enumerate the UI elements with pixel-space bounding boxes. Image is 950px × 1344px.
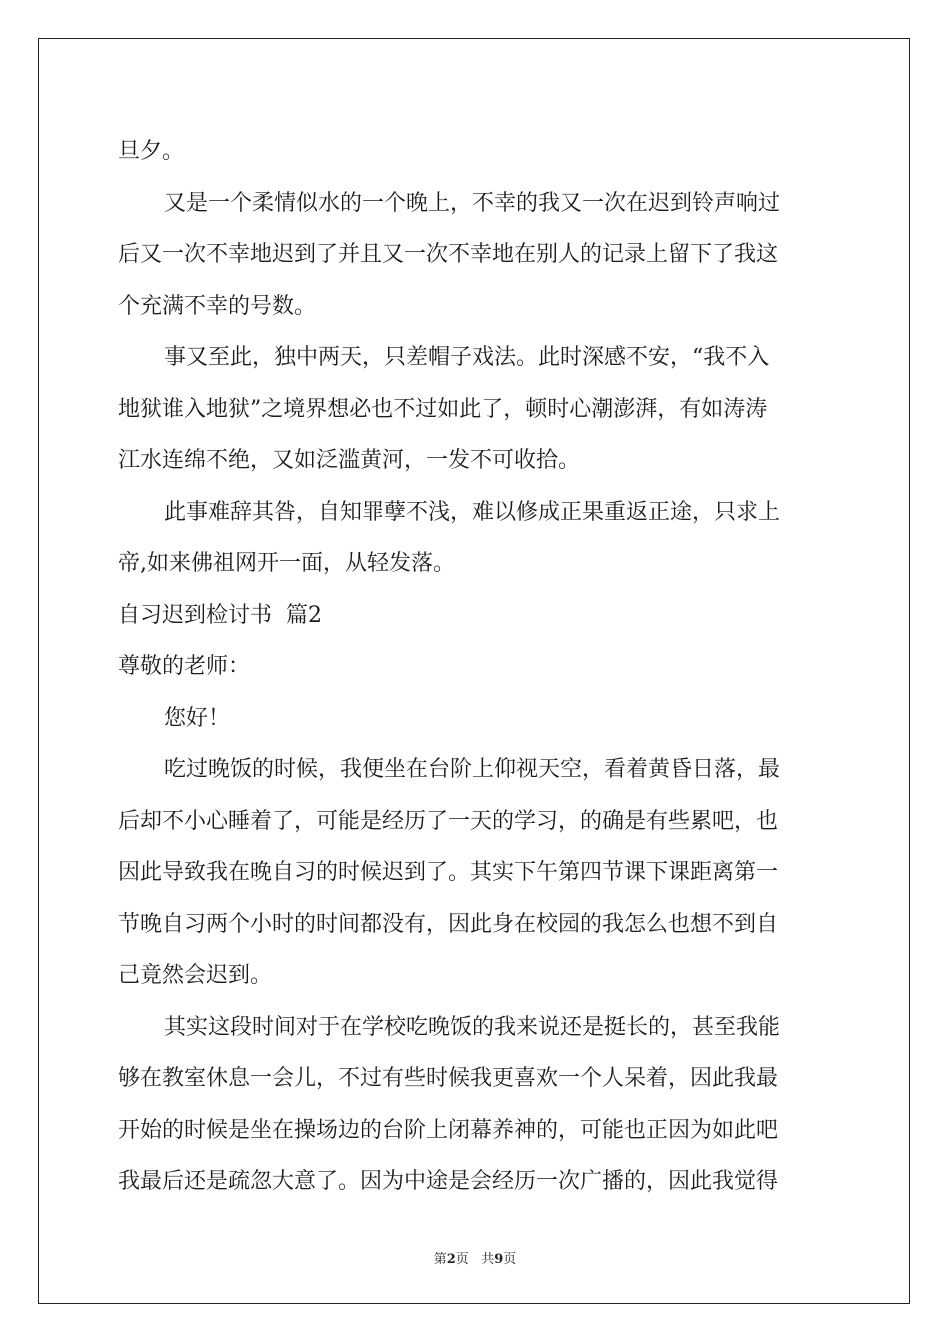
salutation: 尊敬的老师： <box>118 654 251 679</box>
text-line: 旦夕。 <box>118 139 185 164</box>
total-page-count: 9 <box>494 1252 504 1267</box>
paragraph-start: 事又至此，独中两天，只差帽子戏法。此时深感不安，“我不入 <box>164 345 770 370</box>
text-line: 江水连绵不绝，又如泛滥黄河，一发不可收拾。 <box>118 448 581 473</box>
page-footer <box>0 1248 950 1267</box>
footer-total-prefix: 共 <box>481 1252 495 1267</box>
text-line: 帝,如来佛祖网开一面，从轻发落。 <box>118 551 455 576</box>
text-line: 开始的时候是坐在操场边的台阶上闭幕养神的，可能也正因为如此吧 <box>118 1117 779 1143</box>
current-page-number: 2 <box>446 1252 456 1267</box>
text-line: 因此导致我在晚自习的时候迟到了。其实下午第四节课下课距离第一 <box>118 860 779 885</box>
text-line: 后却不小心睡着了，可能是经历了一天的学习，的确是有些累吧，也 <box>118 808 779 834</box>
text-line: 够在教室休息一会儿，不过有些时候我更喜欢一个人呆着，因此我最 <box>118 1066 779 1091</box>
text-line: 己竟然会迟到。 <box>118 963 273 988</box>
paragraph-start: 此事难辞其咎，自知罪孽不浅，难以修成正果重返正途，只求上 <box>164 499 781 525</box>
text-line: 我最后还是疏忽大意了。因为中途是会经历一次广播的，因此我觉得 <box>118 1169 779 1194</box>
paragraph-start: 又是一个柔情似水的一个晚上，不幸的我又一次在迟到铃声响过 <box>164 190 781 216</box>
footer-total-suffix: 页 <box>503 1252 517 1267</box>
footer-prefix: 第 <box>433 1252 447 1267</box>
section-heading: 自习迟到检讨书 篇2 <box>118 602 322 628</box>
greeting: 您好！ <box>164 705 231 731</box>
text-line: 地狱谁入地狱”之境界想必也不过如此了，顿时心潮澎湃，有如涛涛 <box>118 396 768 422</box>
document-body <box>118 126 834 1208</box>
paragraph-start: 吃过晚饭的时候，我便坐在台阶上仰视天空，看着黄昏日落，最 <box>164 757 781 782</box>
footer-page-suffix: 页 <box>455 1252 469 1267</box>
paragraph-start: 其实这段时间对于在学校吃晚饭的我来说还是挺长的，甚至我能 <box>164 1014 781 1040</box>
text-line: 个充满不幸的号数。 <box>118 293 317 319</box>
text-line: 节晚自习两个小时的时间都没有，因此身在校园的我怎么也想不到自 <box>118 911 779 937</box>
text-line: 后又一次不幸地迟到了并且又一次不幸地在别人的记录上留下了我这 <box>118 242 779 267</box>
